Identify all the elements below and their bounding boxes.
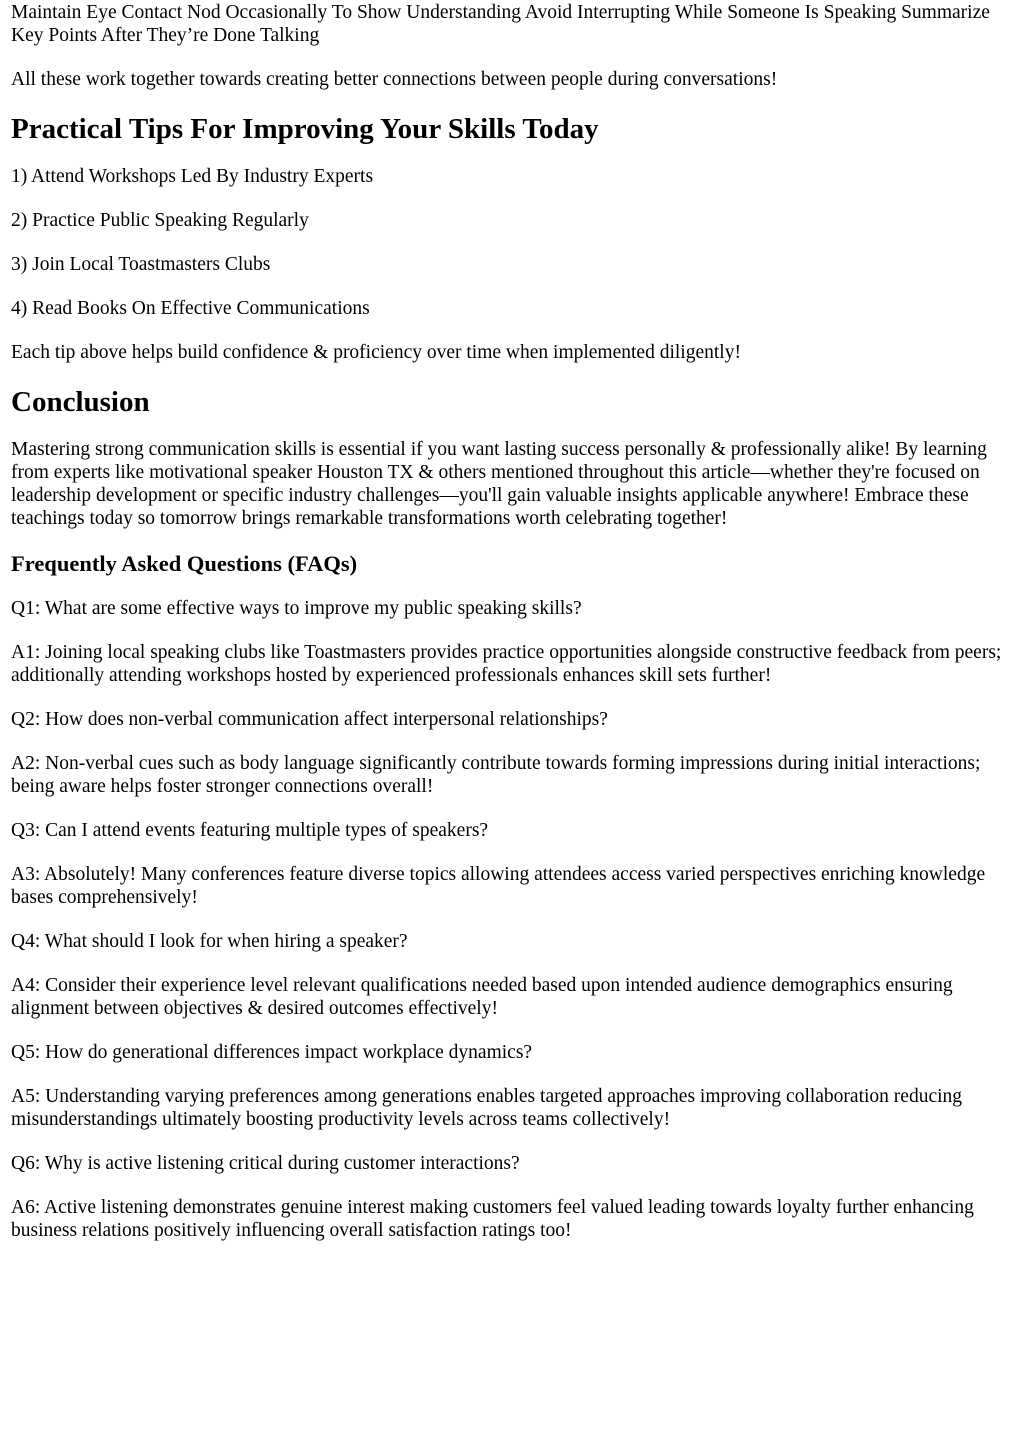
- conclusion-heading: Conclusion: [11, 386, 150, 418]
- faq-question: Q5: How do generational differences impact workplace dynamics?: [11, 1042, 533, 1063]
- faq-answer: A3: Absolutely! Many conferences feature diverse topics allowing attendees access varied perspectives enriching knowledge bases comprehensively!: [11, 864, 986, 908]
- tips-closing: Each tip above helps build confidence & proficiency over time when implemented diligently!: [11, 342, 741, 363]
- faq-answer: A6: Active listening demonstrates genuine interest making customers feel valued leading towards loyalty further enhancing business relations positively influencing overall satisfaction ratings too!: [11, 1197, 974, 1241]
- faq-answer: A5: Understanding varying preferences among generations enables targeted approaches improving collaboration reducing misunderstandings ultimately boosting productivity levels across teams collectively!: [11, 1086, 963, 1130]
- faq-question: Q3: Can I attend events featuring multiple types of speakers?: [11, 820, 489, 841]
- listening-summary: All these work together towards creating better connections between people during conversations!: [11, 69, 778, 90]
- conclusion-body: Mastering strong communication skills is essential if you want lasting success personally & professionally alike! By learning from experts like motivational speaker Houston TX & others mentioned throughout this article—whether they're focused on leadership development or specific industry challenges—you'll gain valuable insights applicable anywhere! Embrace these teachings today so tomorrow brings remarkable transformations worth celebrating together!: [11, 439, 987, 529]
- faq-question: Q1: What are some effective ways to improve my public speaking skills?: [11, 598, 582, 619]
- tip-item: 2) Practice Public Speaking Regularly: [11, 210, 309, 231]
- faq-list: [11, 597, 1014, 1242]
- faq-question: Q6: Why is active listening critical during customer interactions?: [11, 1153, 520, 1174]
- faq-question: Q4: What should I look for when hiring a speaker?: [11, 931, 408, 952]
- faq-heading: Frequently Asked Questions (FAQs): [11, 551, 358, 576]
- faq-question: Q2: How does non-verbal communication affect interpersonal relationships?: [11, 709, 608, 730]
- faq-answer: A2: Non-verbal cues such as body language significantly contribute towards forming impressions during initial interactions; being aware helps foster stronger connections overall!: [11, 753, 981, 797]
- tips-list: [11, 165, 1014, 320]
- tip-item: 1) Attend Workshops Led By Industry Experts: [11, 166, 374, 187]
- tip-item: 4) Read Books On Effective Communications: [11, 298, 370, 319]
- faq-answer: A1: Joining local speaking clubs like Toastmasters provides practice opportunities alongside constructive feedback from peers; additionally attending workshops hosted by experienced professionals enhances skill sets further!: [11, 642, 1002, 686]
- tips-heading: Practical Tips For Improving Your Skills Today: [11, 113, 599, 145]
- listening-tips-list-text: Maintain Eye Contact Nod Occasionally To Show Understanding Avoid Interrupting While Someone Is Speaking Summarize Key Points After They’re Done Talking: [11, 2, 990, 46]
- faq-answer: A4: Consider their experience level relevant qualifications needed based upon intended audience demographics ensuring alignment between objectives & desired outcomes effectively!: [11, 975, 953, 1019]
- tip-item: 3) Join Local Toastmasters Clubs: [11, 254, 271, 275]
